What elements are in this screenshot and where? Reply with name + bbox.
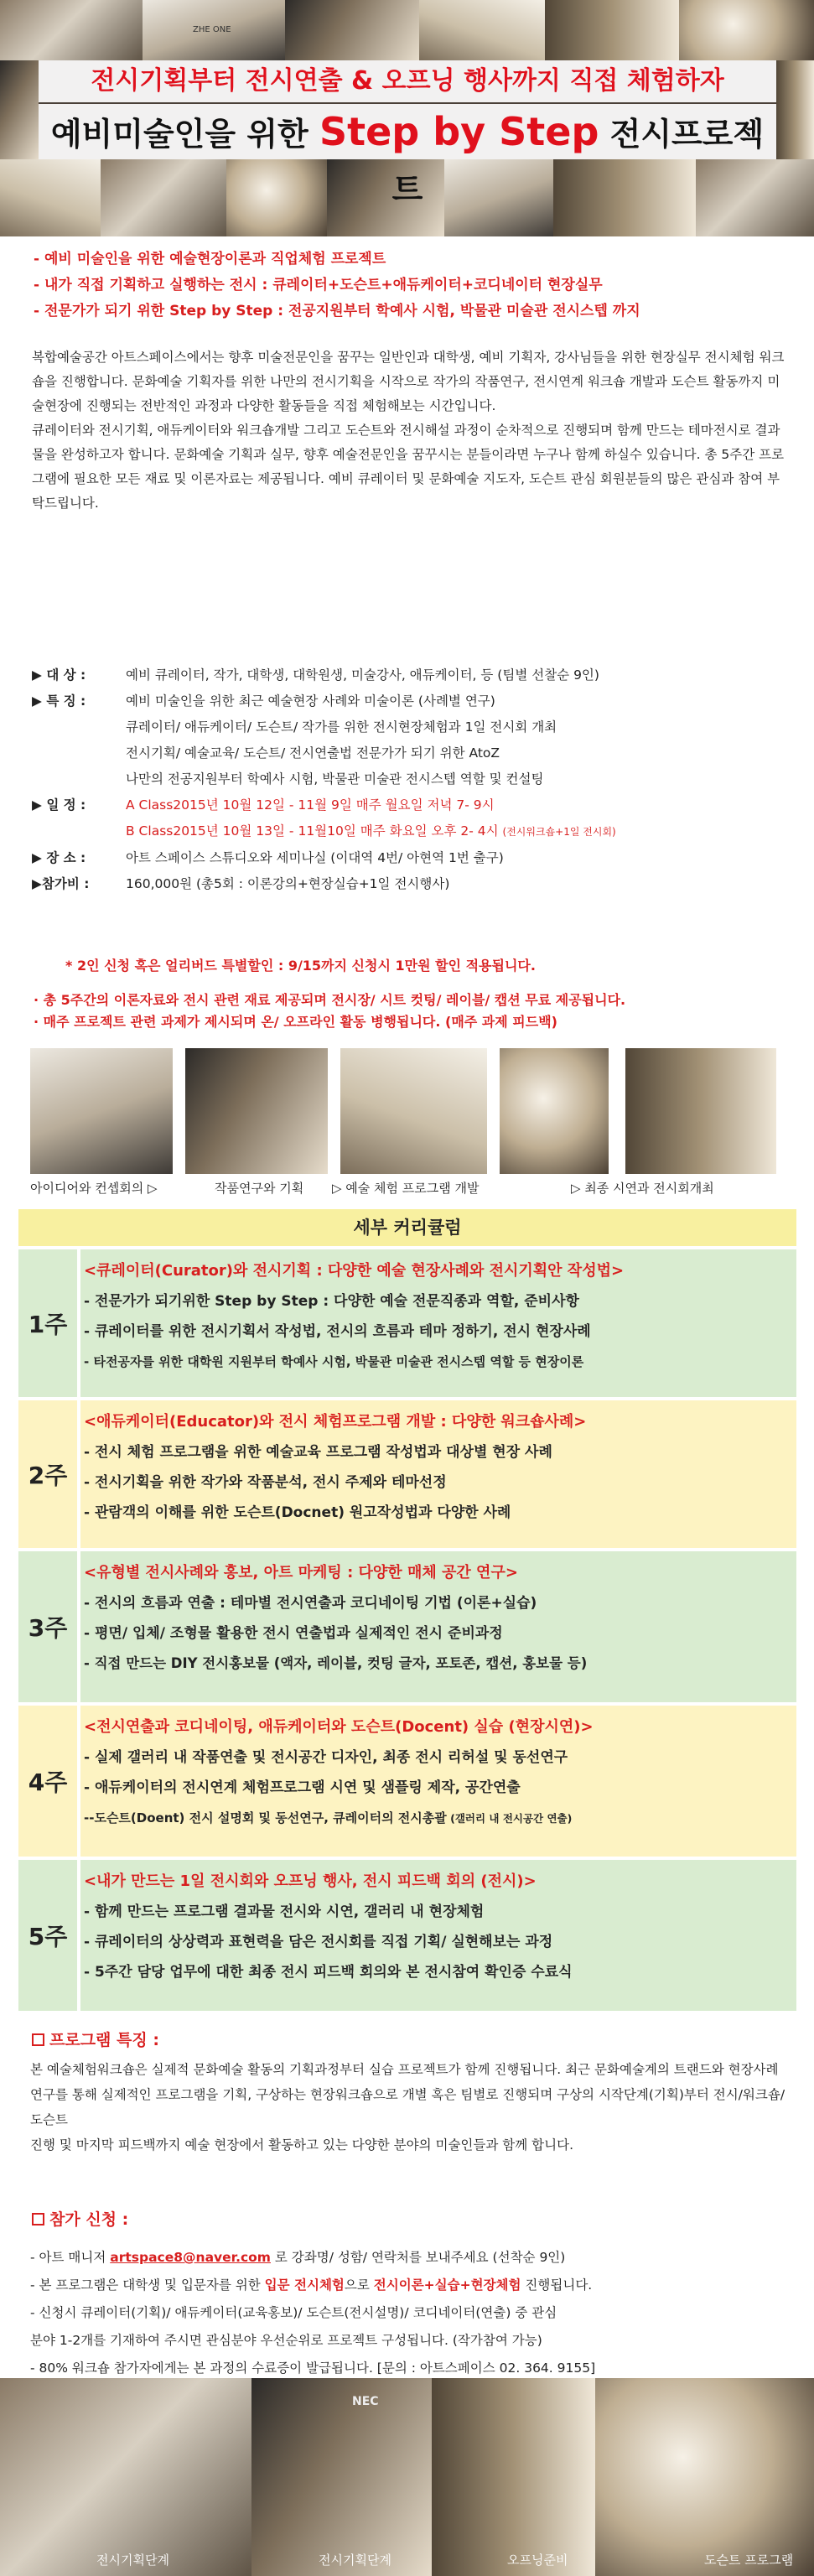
- features-paragraph: 본 예술체험워크숍은 실제적 문화예술 활동의 기획과정부터 실습 프로젝트가 함께 진행됩니다. 최근 문화예술계의 트랜드와 현장사례 연구를 통해 실제적인 프로그램을 기획, 구상하는 현장워크숍으로 개별 혹은 팀별로 진행되며 구상의 시작단계(기획)부터 전시/워크숍/도슨트: [30, 2062, 785, 2127]
- week-content: [80, 1400, 796, 1548]
- note-item: · 매주 프로젝트 관련 과제가 제시되며 온/ 오프라인 활동 병행됩니다. (매주 과제 피드백): [34, 1014, 557, 1030]
- week-line: - 타전공자를 위한 대학원 지원부터 학예사 시험, 박물관 미술관 전시스텝 역할 등 현장이론: [84, 1354, 584, 1369]
- bottom-photo: [251, 2378, 432, 2576]
- process-photo: [185, 1048, 328, 1174]
- process-caption: 아이디어와 컨셉회의 ▷: [30, 1181, 158, 1196]
- week-line: - 함께 만드는 프로그램 결과물 전시와 시연, 갤러리 내 현장체험: [84, 1903, 485, 1920]
- week-2: [18, 1400, 796, 1548]
- week-content: [80, 1706, 796, 1857]
- header-photo: [545, 0, 679, 60]
- info-feature-line: 나만의 전공지원부터 학예사 시험, 박물관 미술관 전시스텝 역할 및 컨설팅: [126, 771, 544, 787]
- header-photo: [0, 0, 143, 60]
- apply-line2-post: 진행됩니다.: [521, 2277, 593, 2293]
- week-1: [18, 1249, 796, 1397]
- apply-line1-post: 로 강좌명/ 성함/ 연락처를 보내주세요 (선착순 9인): [270, 2250, 566, 2265]
- week-line: - 전시기획을 위한 작가와 작품분석, 전시 주제와 테마선정: [84, 1474, 447, 1491]
- week-line: - 애듀케이터의 전시연계 체험프로그램 시연 및 샘플링 제작, 공간연출: [84, 1779, 521, 1796]
- week-line-text: --도슨트(Doent) 전시 설명회 및 동선연구, 큐레이터의 전시총괄: [84, 1810, 447, 1826]
- bottom-photos: [0, 2378, 814, 2576]
- schedule-class-b-text: B Class2015년 10월 13일 - 11월10일 매주 화요일 오후 2- 4시: [126, 823, 499, 839]
- apply-line: - 80% 워크숍 참가자에게는 본 과정의 수료증이 발급됩니다. [문의 : 아트스페이스 02. 364. 9155]: [30, 2360, 596, 2376]
- intro-bullets: [34, 247, 788, 325]
- info-target: [32, 662, 791, 688]
- header-photo: [679, 0, 814, 60]
- week-line: - 큐레이터의 상상력과 표현력을 담은 전시회를 직접 기획/ 실현해보는 과정: [84, 1934, 553, 1950]
- info-fee: [32, 871, 791, 897]
- week-line: - 관람객의 이해를 위한 도슨트(Docnet) 원고작성법과 다양한 사례: [84, 1504, 511, 1521]
- week-3: [18, 1551, 796, 1702]
- bottom-photo: [432, 2378, 595, 2576]
- week-label: 1주: [18, 1249, 77, 1397]
- schedule-class-a: A Class2015년 10월 12일 - 11월 9일 매주 월요일 저녁 7- 9시: [126, 797, 495, 813]
- week-4: [18, 1706, 796, 1857]
- info-label: ▶참가비 :: [32, 876, 90, 891]
- header-photo: [776, 60, 814, 159]
- apply-line1-pre: - 아트 매니저: [30, 2250, 111, 2265]
- bottom-caption: 오프닝준비: [507, 2553, 568, 2568]
- week-label: 3주: [18, 1551, 77, 1702]
- headline-secondary-post: 전시프로젝트: [391, 116, 765, 208]
- description-paragraph: 큐레이터와 전시기획, 애듀케이터와 워크숍개발 그리고 도슨트와 전시해설 과정이 순차적으로 진행되며 함께 만드는 테마전시로 결과물을 완성하고자 합니다. 문화예술 기획과 실무, 향후 예술전문인을 꿈꾸시는 분들이라면 누구나 함께 하실수 있습니다. 총 5주간 프로그램에 필요한 모든 재료 및 이론자료는 제공됩니다. 예비 큐레이터 및 문화예술 지도자, 도슨트 관심 회원분들의 많은 관심과 참여 부탁드립니다.: [32, 423, 785, 511]
- info-value: 예비 큐레이터, 작가, 대학생, 대학원생, 미술강사, 애듀케이터, 등 (팀별 선찰순 9인): [126, 667, 599, 683]
- week-line: - 큐레이터를 위한 전시기획서 작성법, 전시의 흐름과 테마 정하기, 전시 현장사례: [84, 1323, 591, 1340]
- week-title: <애듀케이터(Educator)와 전시 체험프로그램 개발 : 다양한 워크숍사례>: [84, 1413, 587, 1431]
- week-line: - 직접 만드는 DIY 전시홍보물 (액자, 레이블, 컷팅 글자, 포토존, 캡션, 홍보물 등): [84, 1655, 588, 1671]
- week-title: <큐레이터(Curator)와 전시기획 : 다양한 예술 현장사례와 전시기획안 작성법>: [84, 1262, 625, 1280]
- header-collage: [0, 0, 814, 236]
- bottom-caption: 도슨트 프로그램: [704, 2553, 794, 2568]
- header-photo: [553, 159, 696, 236]
- apply-line: 분야 1-2개를 기재하여 주시면 관심분야 우선순위로 프로젝트 구성됩니다. (작가참여 가능): [30, 2333, 542, 2348]
- apply-highlight: 전시이론+실습+현장체험: [373, 2277, 521, 2293]
- apply-line: [30, 2272, 793, 2299]
- features-title: [32, 2028, 159, 2050]
- headline-secondary-pre: 예비미술인을 위한: [50, 116, 319, 153]
- week-title: <전시연출과 코디네이팅, 애듀케이터와 도슨트(Docent) 실습 (현장시연)>: [84, 1718, 594, 1736]
- header-photo: [0, 60, 39, 159]
- bottom-caption: 전시기획단계: [319, 2553, 391, 2568]
- header-photo: [101, 159, 226, 236]
- process-photo: [500, 1048, 609, 1174]
- headline-secondary: [39, 104, 776, 208]
- headline-step-by-step: Step by Step: [319, 109, 599, 154]
- info-place: [32, 845, 791, 871]
- week-label: 5주: [18, 1860, 77, 2011]
- schedule-class-b: [32, 818, 791, 845]
- apply-line: - 신청시 큐레이터(기획)/ 애듀케이터(교육홍보)/ 도슨트(전시설명)/ 코디네이터(연출) 중 관심: [30, 2305, 557, 2320]
- apply-line: [30, 2244, 793, 2272]
- week-line: - 실제 갤러리 내 작품연출 및 전시공간 디자인, 최종 전시 리허설 및 동선연구: [84, 1749, 568, 1766]
- week-line: - 전시 체험 프로그램을 위한 예술교육 프로그램 작성법과 대상별 현장 사례: [84, 1444, 552, 1461]
- process-photo: [30, 1048, 173, 1174]
- curriculum-header: 세부 커리큘럼: [18, 1209, 796, 1246]
- week-5: [18, 1860, 796, 2011]
- apply-line2-pre: - 본 프로그램은 대학생 및 입문자를 위한: [30, 2277, 265, 2293]
- checkbox-square-icon: [32, 2033, 44, 2046]
- week-line: - 평면/ 입체/ 조형물 활용한 전시 연출법과 실제적인 전시 준비과정: [84, 1625, 503, 1642]
- features-text: [30, 2057, 786, 2158]
- week-title: <유형별 전시사례와 홍보, 아트 마케팅 : 다양한 매체 공간 연구>: [84, 1564, 518, 1581]
- program-notes: [34, 989, 788, 1033]
- description-paragraph: 복합예술공간 아트스페이스에서는 향후 미술전문인을 꿈꾸는 일반인과 대학생, 예비 기획자, 강사님들을 위한 현장실무 전시체험 워크숍을 진행합니다. 문화예술 기획자를 위한 나만의 전시기획을 시작으로 작가의 작품연구, 전시연계 워크숍 개발과 도슨트 활동까지 미술현장에 진행되는 전반적인 과정과 다양한 활동들을 직접 체험해보는 시간입니다.: [32, 350, 785, 413]
- info-feature-line: 전시기획/ 예술교육/ 도슨트/ 전시연출법 전문가가 되기 위한 AtoZ: [126, 745, 500, 761]
- header-sign-text: ZHE ONE: [193, 25, 231, 34]
- email-link[interactable]: artspace8@naver.com: [110, 2250, 271, 2265]
- week-content: [80, 1551, 796, 1702]
- header-photo: [226, 159, 327, 236]
- info-label: ▶ 특 징 :: [32, 693, 86, 709]
- info-feature-line: 큐레이터/ 애듀케이터/ 도슨트/ 작가를 위한 전시현장체험과 1일 전시회 개최: [126, 719, 557, 735]
- week-title: <내가 만드는 1일 전시회와 오프닝 행사, 전시 피드백 회의 (전시)>: [84, 1872, 537, 1890]
- header-photo: [285, 0, 419, 60]
- week-content: [80, 1860, 796, 2011]
- process-caption: ▷ 최종 시연과 전시회개최: [571, 1181, 714, 1196]
- schedule-class-b-note: (전시워크숍+1일 전시회): [502, 826, 616, 838]
- process-photos: [30, 1048, 785, 1216]
- header-photo: [327, 159, 444, 236]
- header-photo: [0, 159, 101, 236]
- header-photo: [444, 159, 553, 236]
- week-line: - 전문가가 되기위한 Step by Step : 다양한 예술 전문직종과 역할, 준비사항: [84, 1293, 579, 1310]
- info-value: 아트 스페이스 스튜디오와 세미나실 (이대역 4번/ 아현역 1번 출구): [126, 850, 504, 865]
- apply-highlight: 입문 전시체험: [264, 2277, 345, 2293]
- info-schedule: [32, 792, 791, 818]
- program-info: [32, 662, 791, 897]
- note-item: · 총 5주간의 이론자료와 전시 관련 재료 제공되며 전시장/ 시트 컷팅/ 레이블/ 캡션 무료 제공됩니다.: [34, 992, 626, 1008]
- discount-notice: * 2인 신청 혹은 얼리버드 특별할인 : 9/15까지 신청시 1만원 할인 적용됩니다.: [65, 958, 536, 974]
- bottom-brand-text: NEC: [352, 2395, 379, 2408]
- bottom-caption: 전시기획단계: [96, 2553, 169, 2568]
- process-photo: [625, 1048, 776, 1174]
- info-feature: [32, 688, 791, 714]
- apply-list: [30, 2244, 793, 2382]
- info-value: 160,000원 (총5회 : 이론강의+현장실습+1일 전시행사): [126, 876, 450, 891]
- info-label: ▶ 일 정 :: [32, 797, 86, 813]
- intro-bullet: - 전문가가 되기 위한 Step by Step : 전공지원부터 학예사 시험, 박물관 미술관 전시스텝 까지: [34, 303, 640, 319]
- week-content: [80, 1249, 796, 1397]
- header-photo: [143, 0, 285, 60]
- intro-bullet: - 예비 미술인을 위한 예술현장이론과 직업체험 프로젝트: [34, 251, 386, 267]
- headline-primary: 전시기획부터 전시연출 & 오프닝 행사까지 직접 체험하자: [39, 60, 776, 102]
- checkbox-square-icon: [32, 2213, 44, 2225]
- header-photo: [419, 0, 545, 60]
- apply-line2-mid: 으로: [344, 2277, 374, 2293]
- process-caption: 작품연구와 기획: [215, 1181, 304, 1196]
- process-photo: [340, 1048, 487, 1174]
- intro-bullet: - 내가 직접 기획하고 실행하는 전시 : 큐레이터+도슨트+애듀케이터+코디네이터 현장실무: [34, 277, 603, 293]
- week-label: 4주: [18, 1706, 77, 1857]
- process-caption: ▷ 예술 체험 프로그램 개발: [332, 1181, 480, 1196]
- week-line: - 전시의 흐름과 연출 : 테마별 전시연출과 코디네이팅 기법 (이론+실습): [84, 1595, 537, 1612]
- info-label: ▶ 장 소 :: [32, 850, 86, 865]
- features-paragraph: 진행 및 마지막 피드백까지 예술 현장에서 활동하고 있는 다양한 분야의 미술인들과 함께 합니다.: [30, 2137, 574, 2153]
- week-line: - 5주간 담당 업무에 대한 최종 전시 피드백 회의와 본 전시참여 확인증 수료식: [84, 1964, 573, 1981]
- week-line-note: (갤러리 내 전시공간 연출): [446, 1812, 573, 1825]
- info-label: ▶ 대 상 :: [32, 667, 86, 683]
- info-value: 예비 미술인을 위한 최근 예술현장 사례와 미술이론 (사례별 연구): [126, 693, 495, 709]
- features-title-text: 프로그램 특징 :: [49, 2031, 159, 2049]
- header-photo: [696, 159, 814, 236]
- week-line: [84, 1803, 788, 1834]
- week-label: 2주: [18, 1400, 77, 1548]
- apply-title-text: 참가 신청 :: [49, 2210, 129, 2229]
- apply-title: [32, 2207, 128, 2230]
- program-description: [32, 345, 786, 516]
- bottom-photo: [595, 2378, 814, 2576]
- bottom-photo: [0, 2378, 251, 2576]
